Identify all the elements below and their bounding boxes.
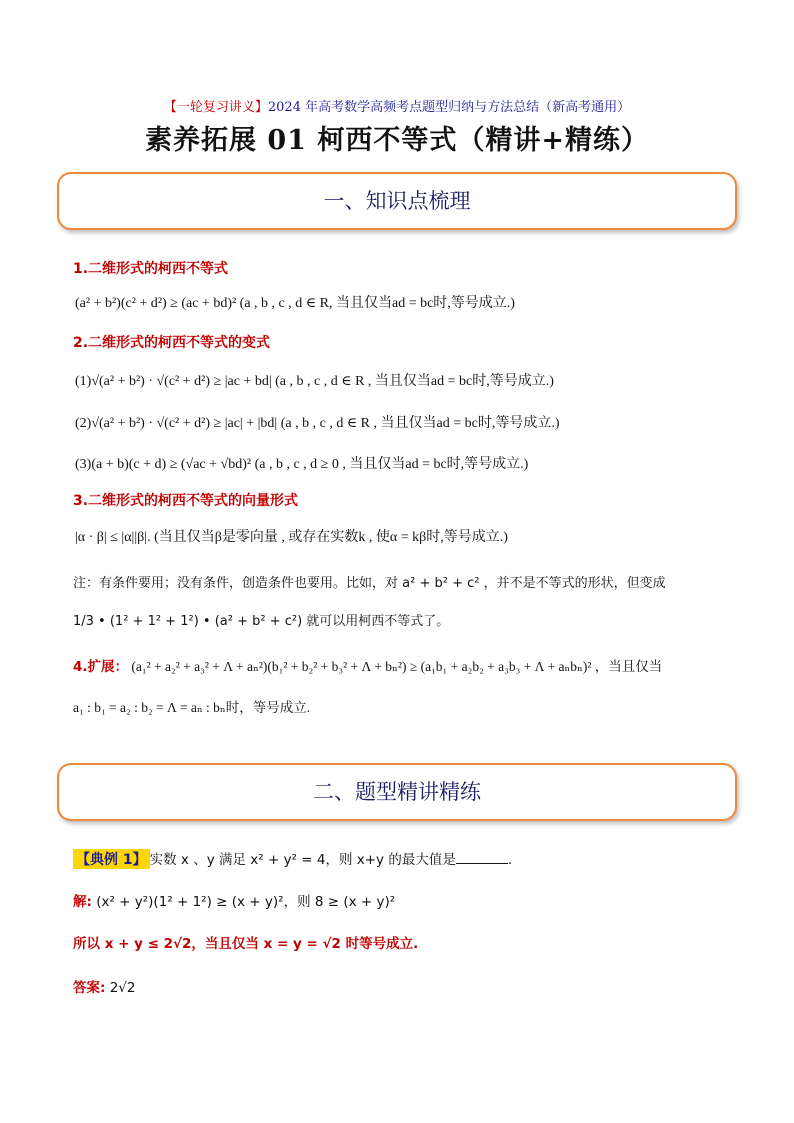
extension-label: 4.扩展： xyxy=(73,659,129,675)
heading-vector-form: 3.二维形式的柯西不等式的向量形式 xyxy=(73,493,299,509)
extension-line-1 xyxy=(73,655,662,675)
formula-variant-2: (2)√(a² + b²) · √(c² + d²) ≥ |ac| + |bd| (a , b , c , d ∈ R , 当且仅当ad = bc时,等号成立.) xyxy=(75,416,560,431)
section-label: 一、知识点梳理 xyxy=(323,189,471,213)
subtitle-text: 2024 年高考数学高频考点题型归纳与方法总结（新高考通用） xyxy=(267,100,631,115)
note-line-2: 1/3 • (1² + 1² + 1²) • (a² + b² + c²) 就可以用柯西不等式了。 xyxy=(73,614,450,629)
solution-line-1 xyxy=(73,890,395,910)
solution-line-2: 所以 x + y ≤ 2√2，当且仅当 x = y = √2 时等号成立. xyxy=(73,936,419,952)
example-tag: 【典例 1】 xyxy=(73,849,150,869)
subtitle-bracket: 【一轮复习讲义】 xyxy=(163,100,268,115)
solution-label: 解: xyxy=(73,894,92,910)
question-text: 实数 x 、y 满足 x² + y² = 4，则 x+y 的最大值是 xyxy=(149,852,456,868)
heading-cauchy-2d: 1.二维形式的柯西不等式 xyxy=(73,261,229,277)
example-question xyxy=(73,848,512,869)
section-banner-knowledge xyxy=(57,172,737,230)
extension-formula: (a₁² + a₂² + a₃² + Λ + aₙ²)(b₁² + b₂² + b₃² + Λ + bₙ²) ≥ (a₁b₁ + a₂b₂ + a₃b₃ + Λ + aₙbₙ)² ，当且仅当 xyxy=(131,659,663,674)
formula-variant-3: (3)(a + b)(c + d) ≥ (√ac + √bd)² (a , b , c , d ≥ 0 , 当且仅当ad = bc时,等号成立.) xyxy=(75,457,529,472)
answer-value: 2√2 xyxy=(105,980,136,996)
formula-cauchy-2d: (a² + b²)(c² + d²) ≥ (ac + bd)² (a , b , c , d ∈ R, 当且仅当ad = bc时,等号成立.) xyxy=(75,296,515,311)
formula-variant-1: (1)√(a² + b²) · √(c² + d²) ≥ |ac + bd| (a , b , c , d ∈ R , 当且仅当ad = bc时,等号成立.) xyxy=(75,374,554,389)
section-label: 二、题型精讲精练 xyxy=(313,780,481,804)
note-line-1: 注：有条件要用；没有条件，创造条件也要用。比如，对 a² + b² + c² ，并不是不等式的形状，但变成 xyxy=(73,576,666,591)
solution-formula: (x² + y²)(1² + 1²) ≥ (x + y)²，则 8 ≥ (x + y)² xyxy=(91,894,396,910)
section-banner-problems xyxy=(57,763,737,821)
heading-variants: 2.二维形式的柯西不等式的变式 xyxy=(73,335,271,351)
answer-line xyxy=(73,976,135,996)
formula-vector-form: |α · β| ≤ |α||β|. (当且仅当β是零向量 , 或存在实数k , 使α = kβ时,等号成立.) xyxy=(75,530,508,545)
header-subtitle xyxy=(0,96,794,115)
page-title: 素养拓展 01 柯西不等式（精讲+精练） xyxy=(145,125,649,156)
question-end: . xyxy=(507,852,513,868)
extension-line-2: a₁ : b₁ = a₂ : b₂ = Λ = aₙ : bₙ时，等号成立. xyxy=(73,700,311,715)
answer-blank xyxy=(456,851,508,864)
answer-label: 答案: xyxy=(73,980,106,996)
